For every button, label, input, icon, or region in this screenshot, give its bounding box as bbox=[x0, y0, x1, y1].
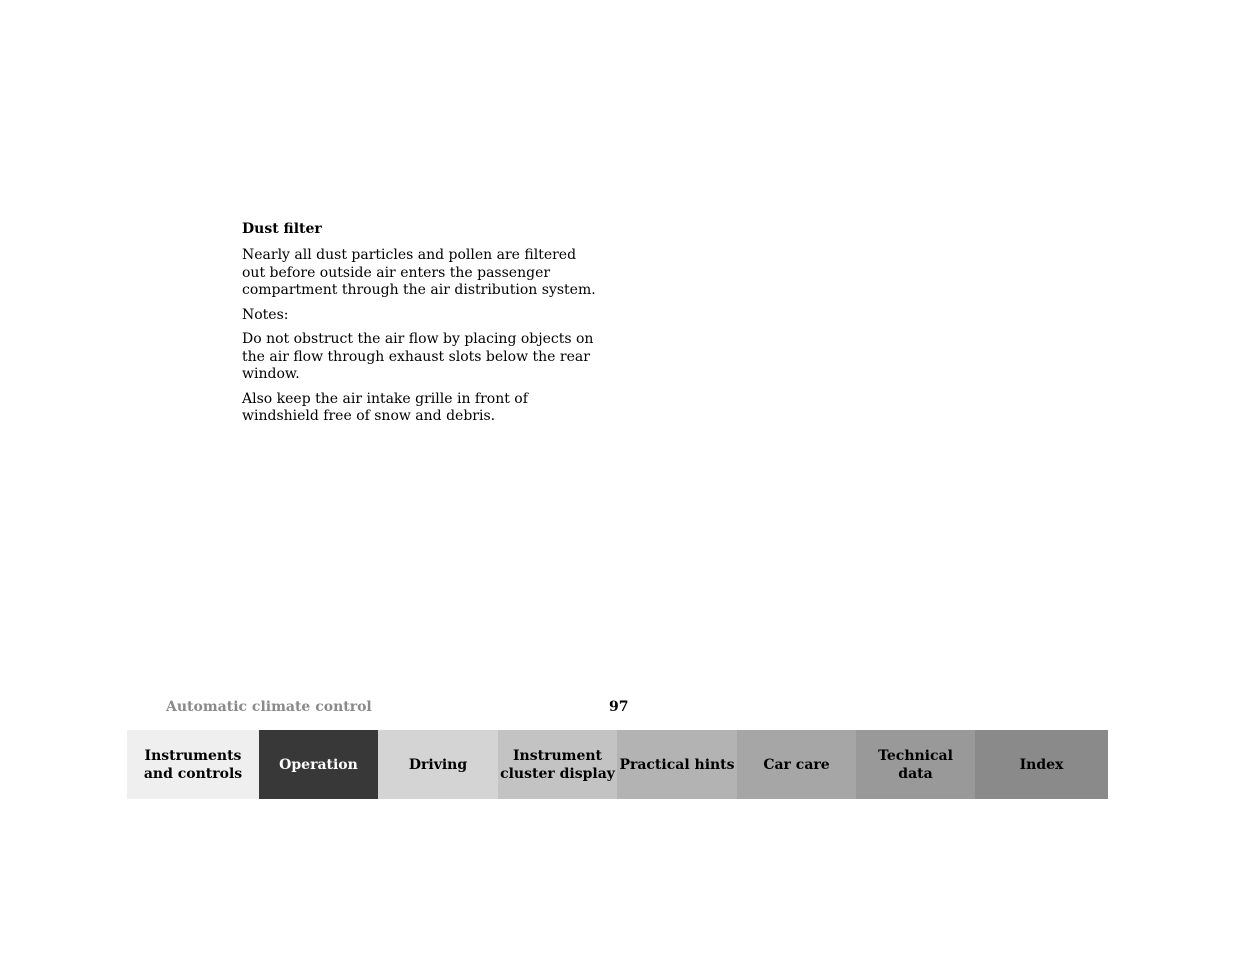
body-paragraph: Nearly all dust particles and pollen are filtered out before outside air enters the passenger compartment through the air distribution system. bbox=[242, 247, 596, 298]
body-paragraph: Do not obstruct the air flow by placing objects on the air flow through exhaust slots below the rear window. bbox=[242, 331, 594, 382]
tab-practical-hints[interactable] bbox=[617, 730, 737, 799]
tab-label: Instruments and controls bbox=[143, 747, 243, 782]
tab-index[interactable] bbox=[975, 730, 1108, 799]
tab-car-care[interactable] bbox=[737, 730, 856, 799]
tab-label: Car care bbox=[763, 756, 830, 773]
notes-label: Notes: bbox=[242, 306, 289, 323]
tab-label: Practical hints bbox=[619, 756, 735, 773]
main-content bbox=[242, 219, 602, 433]
tab-operation[interactable] bbox=[259, 730, 378, 799]
tab-label: Operation bbox=[279, 756, 358, 773]
chapter-title: Automatic climate control bbox=[166, 699, 372, 715]
tab-label: Index bbox=[1019, 756, 1064, 773]
tab-technical-data[interactable] bbox=[856, 730, 975, 799]
tab-label: Technical data bbox=[878, 747, 953, 782]
chapter-navigation-bar bbox=[127, 730, 1108, 799]
tab-label: Driving bbox=[408, 756, 468, 773]
section-heading: Dust filter bbox=[242, 221, 322, 237]
tab-instrument-cluster-display[interactable] bbox=[498, 730, 617, 799]
tab-label: Instrument cluster display bbox=[500, 747, 615, 782]
body-paragraph: Also keep the air intake grille in front of windshield free of snow and debris. bbox=[242, 390, 528, 424]
tab-driving[interactable] bbox=[378, 730, 498, 799]
tab-instruments-and-controls[interactable] bbox=[127, 730, 259, 799]
page-number: 97 bbox=[609, 699, 629, 715]
